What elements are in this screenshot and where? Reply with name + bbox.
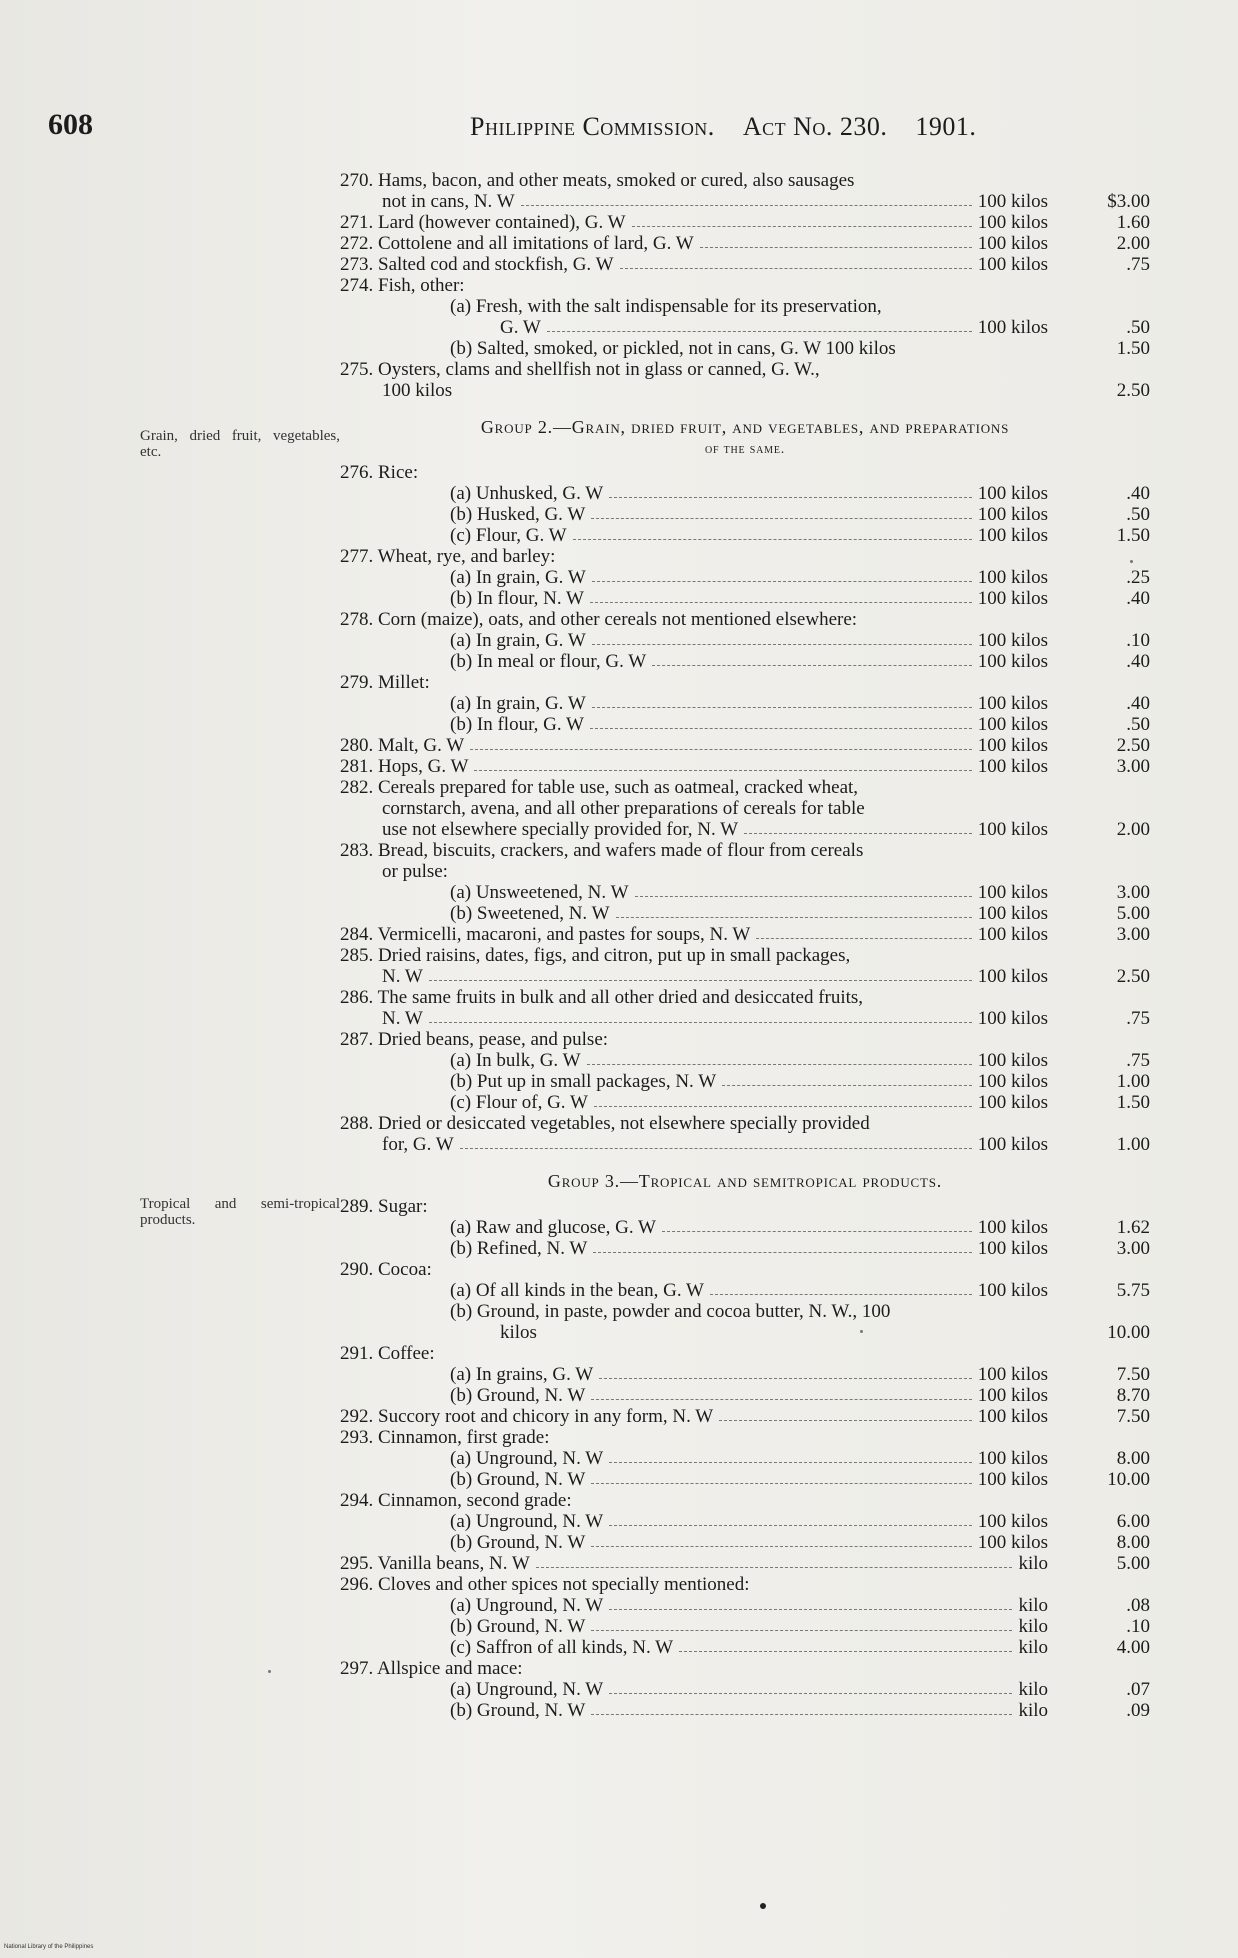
item-description: 293. Cinnamon, first grade: bbox=[340, 1427, 550, 1448]
unit-label: 100 kilos bbox=[977, 1511, 1048, 1532]
dot-leader bbox=[591, 1399, 972, 1400]
item-description: 291. Coffee: bbox=[340, 1343, 435, 1364]
dot-leader bbox=[573, 539, 972, 540]
schedule-row bbox=[340, 924, 1150, 945]
unit-label: kilo bbox=[1018, 1700, 1048, 1721]
item-description: 277. Wheat, rye, and barley: bbox=[340, 546, 556, 567]
unit-label: 100 kilos bbox=[977, 1008, 1048, 1029]
duty-rate: 2.50 bbox=[1116, 380, 1150, 401]
item-description: (c) Flour of, G. W bbox=[450, 1092, 588, 1113]
unit-label: kilo bbox=[1018, 1637, 1048, 1658]
item-description: 100 kilos bbox=[382, 380, 453, 401]
unit-label: 100 kilos bbox=[977, 966, 1048, 987]
dot-leader bbox=[470, 749, 972, 750]
print-speck bbox=[268, 1670, 271, 1673]
schedule-row bbox=[340, 359, 1150, 380]
schedule-row bbox=[340, 1490, 1150, 1511]
item-description: 295. Vanilla beans, N. W bbox=[340, 1553, 530, 1574]
item-description: (a) Raw and glucose, G. W bbox=[450, 1217, 656, 1238]
unit-label: 100 kilos bbox=[977, 233, 1048, 254]
dot-leader bbox=[609, 1525, 972, 1526]
item-description: 286. The same fruits in bulk and all other dried and desiccated fruits, bbox=[340, 987, 864, 1008]
unit-label: 100 kilos bbox=[977, 483, 1048, 504]
schedule-row bbox=[340, 462, 1150, 483]
duty-rate: 4.00 bbox=[1116, 1637, 1150, 1658]
unit-label: 100 kilos bbox=[977, 882, 1048, 903]
schedule-row bbox=[340, 1196, 1150, 1217]
duty-rate: 2.00 bbox=[1116, 819, 1150, 840]
item-description: 273. Salted cod and stockfish, G. W bbox=[340, 254, 614, 275]
item-description: (b) In flour, G. W bbox=[450, 714, 584, 735]
footer-credit: National Library of the Philippines bbox=[4, 1944, 94, 1950]
duty-rate: 1.50 bbox=[1116, 1092, 1150, 1113]
running-header bbox=[470, 112, 976, 142]
schedule-row bbox=[340, 567, 1150, 588]
unit-label: 100 kilos bbox=[977, 714, 1048, 735]
schedule-row bbox=[340, 317, 1150, 338]
dot-leader bbox=[632, 226, 972, 227]
item-description: 274. Fish, other: bbox=[340, 275, 465, 296]
schedule-row bbox=[340, 1343, 1150, 1364]
unit-label: kilo bbox=[1018, 1616, 1048, 1637]
item-description: 285. Dried raisins, dates, figs, and citron, put up in small packages, bbox=[340, 945, 851, 966]
dot-leader bbox=[609, 1693, 1012, 1694]
unit-label: 100 kilos bbox=[977, 191, 1048, 212]
schedule-row bbox=[340, 1322, 1150, 1343]
dot-leader bbox=[593, 1252, 972, 1253]
unit-label: kilo bbox=[1018, 1595, 1048, 1616]
item-description: (b) Ground, N. W bbox=[450, 1700, 586, 1721]
schedule-row bbox=[340, 380, 1150, 401]
dot-leader bbox=[652, 665, 972, 666]
duty-rate: .75 bbox=[1126, 1008, 1150, 1029]
group-spacer bbox=[340, 1155, 1150, 1165]
item-description: 297. Allspice and mace: bbox=[340, 1658, 523, 1679]
item-description: 276. Rice: bbox=[340, 462, 419, 483]
dot-leader bbox=[710, 1294, 972, 1295]
schedule-row bbox=[340, 483, 1150, 504]
schedule-row bbox=[340, 1364, 1150, 1385]
item-description: 284. Vermicelli, macaroni, and pastes for soups, N. W bbox=[340, 924, 751, 945]
duty-rate: 7.50 bbox=[1116, 1406, 1150, 1427]
unit-label: 100 kilos bbox=[977, 1469, 1048, 1490]
item-description: or pulse: bbox=[382, 861, 448, 882]
unit-label: 100 kilos bbox=[977, 1385, 1048, 1406]
item-description: (c) Saffron of all kinds, N. W bbox=[450, 1637, 674, 1658]
dot-leader bbox=[591, 1483, 972, 1484]
duty-rate: .40 bbox=[1126, 483, 1150, 504]
dot-leader bbox=[719, 1420, 972, 1421]
schedule-row bbox=[340, 966, 1150, 987]
dot-leader bbox=[594, 1106, 972, 1107]
duty-rate: 5.00 bbox=[1116, 903, 1150, 924]
item-description: 294. Cinnamon, second grade: bbox=[340, 1490, 572, 1511]
item-description: (b) Ground, N. W bbox=[450, 1616, 586, 1637]
duty-rate: .50 bbox=[1126, 504, 1150, 525]
duty-rate: .40 bbox=[1126, 588, 1150, 609]
duty-rate: 8.70 bbox=[1116, 1385, 1150, 1406]
schedule-row bbox=[340, 756, 1150, 777]
duty-rate: 1.50 bbox=[1116, 525, 1150, 546]
dot-leader bbox=[547, 331, 972, 332]
duty-rate: 1.60 bbox=[1116, 212, 1150, 233]
item-description: (a) In grains, G. W bbox=[450, 1364, 594, 1385]
item-description: (a) Unground, N. W bbox=[450, 1448, 604, 1469]
item-description: 289. Sugar: bbox=[340, 1196, 428, 1217]
schedule-row bbox=[340, 1469, 1150, 1490]
schedule-row bbox=[340, 1238, 1150, 1259]
margin-note-tropical: Tropical and semi-tropical products. bbox=[140, 1196, 340, 1228]
duty-rate: .75 bbox=[1126, 254, 1150, 275]
running-title: Philippine Commission. bbox=[470, 112, 715, 141]
item-description: 279. Millet: bbox=[340, 672, 430, 693]
schedule-row bbox=[340, 296, 1150, 317]
schedule-row bbox=[340, 882, 1150, 903]
dot-leader bbox=[756, 938, 972, 939]
dot-leader bbox=[521, 205, 972, 206]
schedule-row bbox=[340, 275, 1150, 296]
unit-label: 100 kilos bbox=[977, 651, 1048, 672]
dot-leader bbox=[474, 770, 972, 771]
dot-leader bbox=[599, 1378, 972, 1379]
schedule-row bbox=[340, 525, 1150, 546]
duty-rate: 2.50 bbox=[1116, 735, 1150, 756]
item-description: (a) In grain, G. W bbox=[450, 693, 586, 714]
print-dot bbox=[760, 1903, 766, 1909]
dot-leader bbox=[429, 980, 972, 981]
unit-label: 100 kilos bbox=[977, 924, 1048, 945]
unit-label: 100 kilos bbox=[977, 317, 1048, 338]
duty-rate: 3.00 bbox=[1116, 924, 1150, 945]
item-description: kilos bbox=[500, 1322, 537, 1343]
item-description: not in cans, N. W bbox=[382, 191, 515, 212]
item-description: G. W bbox=[500, 317, 541, 338]
schedule-row bbox=[340, 1113, 1150, 1134]
page-number: 608 bbox=[48, 108, 93, 141]
item-description: 290. Cocoa: bbox=[340, 1259, 432, 1280]
unit-label: 100 kilos bbox=[977, 1364, 1048, 1385]
duty-rate: .40 bbox=[1126, 693, 1150, 714]
item-description: (b) Refined, N. W bbox=[450, 1238, 588, 1259]
print-speck bbox=[860, 1330, 863, 1333]
item-description: 271. Lard (however contained), G. W bbox=[340, 212, 626, 233]
schedule-row bbox=[340, 798, 1150, 819]
duty-rate: 10.00 bbox=[1107, 1322, 1150, 1343]
schedule-row bbox=[340, 1259, 1150, 1280]
dot-leader bbox=[587, 1064, 972, 1065]
dot-leader bbox=[616, 917, 972, 918]
dot-leader bbox=[592, 707, 972, 708]
unit-label: 100 kilos bbox=[977, 1071, 1048, 1092]
schedule-row bbox=[340, 1700, 1150, 1721]
duty-rate: .25 bbox=[1126, 567, 1150, 588]
item-description: (a) Unground, N. W bbox=[450, 1595, 604, 1616]
item-description: (a) In bulk, G. W bbox=[450, 1050, 581, 1071]
dot-leader bbox=[591, 1630, 1012, 1631]
schedule-row bbox=[340, 191, 1150, 212]
duty-rate: 8.00 bbox=[1116, 1448, 1150, 1469]
item-description: 275. Oysters, clams and shellfish not in glass or canned, G. W., bbox=[340, 359, 820, 380]
schedule-row bbox=[340, 170, 1150, 191]
schedule-row bbox=[340, 1008, 1150, 1029]
schedule-row bbox=[340, 1280, 1150, 1301]
dot-leader bbox=[662, 1231, 972, 1232]
schedule-row bbox=[340, 1071, 1150, 1092]
schedule-row bbox=[340, 1637, 1150, 1658]
schedule-row bbox=[340, 903, 1150, 924]
duty-rate: 10.00 bbox=[1107, 1469, 1150, 1490]
unit-label: kilo bbox=[1018, 1679, 1048, 1700]
unit-label: 100 kilos bbox=[977, 1092, 1048, 1113]
item-description: 281. Hops, G. W bbox=[340, 756, 469, 777]
schedule-row bbox=[340, 714, 1150, 735]
unit-label: 100 kilos bbox=[977, 1134, 1048, 1155]
dot-leader bbox=[635, 896, 972, 897]
item-description: 288. Dried or desiccated vegetables, not elsewhere specially provided bbox=[340, 1113, 870, 1134]
dot-leader bbox=[609, 1609, 1012, 1610]
item-description: (b) In meal or flour, G. W bbox=[450, 651, 647, 672]
duty-rate: .50 bbox=[1126, 714, 1150, 735]
duty-rate: .09 bbox=[1126, 1700, 1150, 1721]
item-description: use not elsewhere specially provided for, N. W bbox=[382, 819, 739, 840]
group-2-heading: Group 2.—Grain, dried fruit, and vegetables, and preparations bbox=[480, 417, 1010, 437]
item-description: cornstarch, avena, and all other preparations of cereals for table bbox=[382, 798, 865, 819]
schedule-row bbox=[340, 1134, 1150, 1155]
dot-leader bbox=[429, 1022, 972, 1023]
schedule-row bbox=[340, 819, 1150, 840]
item-description: N. W bbox=[382, 966, 423, 987]
item-description: (a) In grain, G. W bbox=[450, 567, 586, 588]
item-description: (b) Ground, N. W bbox=[450, 1385, 586, 1406]
item-description: for, G. W bbox=[382, 1134, 454, 1155]
duty-rate: .40 bbox=[1126, 651, 1150, 672]
schedule-row bbox=[340, 1658, 1150, 1679]
duty-rate: 6.00 bbox=[1116, 1511, 1150, 1532]
item-description: (c) Flour, G. W bbox=[450, 525, 567, 546]
unit-label: 100 kilos bbox=[977, 212, 1048, 233]
schedule-row bbox=[340, 212, 1150, 233]
schedule-row bbox=[340, 254, 1150, 275]
unit-label: 100 kilos bbox=[977, 1532, 1048, 1553]
schedule-row bbox=[340, 504, 1150, 525]
tariff-schedule bbox=[340, 170, 1150, 1721]
schedule-row bbox=[340, 1574, 1150, 1595]
schedule-row bbox=[340, 945, 1150, 966]
group-2-heading-cont: of the same. bbox=[704, 442, 786, 457]
dot-leader bbox=[722, 1085, 972, 1086]
item-description: N. W bbox=[382, 1008, 423, 1029]
item-description: 287. Dried beans, pease, and pulse: bbox=[340, 1029, 609, 1050]
unit-label: 100 kilos bbox=[977, 254, 1048, 275]
item-description: 278. Corn (maize), oats, and other cereals not mentioned elsewhere: bbox=[340, 609, 858, 630]
unit-label: kilo bbox=[1018, 1553, 1048, 1574]
schedule-row bbox=[340, 1448, 1150, 1469]
schedule-row bbox=[340, 1595, 1150, 1616]
act-number: Act No. 230. bbox=[742, 112, 888, 141]
unit-label: 100 kilos bbox=[977, 819, 1048, 840]
unit-label: 100 kilos bbox=[977, 1280, 1048, 1301]
unit-label: 100 kilos bbox=[977, 525, 1048, 546]
dot-leader bbox=[700, 247, 972, 248]
dot-leader bbox=[744, 833, 972, 834]
margin-note-grain: Grain, dried fruit, vegetables, etc. bbox=[140, 428, 340, 460]
unit-label: 100 kilos bbox=[977, 588, 1048, 609]
dot-leader bbox=[592, 581, 972, 582]
schedule-row bbox=[340, 338, 1150, 359]
schedule-row bbox=[340, 1092, 1150, 1113]
schedule-row bbox=[340, 1385, 1150, 1406]
unit-label: 100 kilos bbox=[977, 1406, 1048, 1427]
duty-rate: 1.62 bbox=[1116, 1217, 1150, 1238]
unit-label: 100 kilos bbox=[977, 1238, 1048, 1259]
dot-leader bbox=[609, 1462, 972, 1463]
schedule-row bbox=[340, 1029, 1150, 1050]
schedule-row bbox=[340, 651, 1150, 672]
print-speck bbox=[1130, 560, 1133, 563]
item-description: (a) In grain, G. W bbox=[450, 630, 586, 651]
duty-rate: .75 bbox=[1126, 1050, 1150, 1071]
item-description: (a) Unground, N. W bbox=[450, 1511, 604, 1532]
item-description: 292. Succory root and chicory in any form, N. W bbox=[340, 1406, 714, 1427]
item-description: (a) Unsweetened, N. W bbox=[450, 882, 629, 903]
duty-rate: 2.50 bbox=[1116, 966, 1150, 987]
item-description: 282. Cereals prepared for table use, such as oatmeal, cracked wheat, bbox=[340, 777, 859, 798]
dot-leader bbox=[536, 1567, 1012, 1568]
item-description: (b) Sweetened, N. W bbox=[450, 903, 610, 924]
group-3-heading: Group 3.—Tropical and semitropical products. bbox=[547, 1171, 943, 1191]
duty-rate: 3.00 bbox=[1116, 1238, 1150, 1259]
item-description: 296. Cloves and other spices not specially mentioned: bbox=[340, 1574, 750, 1595]
duty-rate: 5.00 bbox=[1116, 1553, 1150, 1574]
unit-label: 100 kilos bbox=[977, 1050, 1048, 1071]
duty-rate: $3.00 bbox=[1107, 191, 1150, 212]
dot-leader bbox=[591, 1546, 972, 1547]
schedule-row bbox=[340, 1217, 1150, 1238]
item-description: (a) Unground, N. W bbox=[450, 1679, 604, 1700]
dot-leader bbox=[590, 728, 972, 729]
schedule-row bbox=[340, 861, 1150, 882]
duty-rate: 8.00 bbox=[1116, 1532, 1150, 1553]
schedule-row bbox=[340, 233, 1150, 254]
item-description: (a) Of all kinds in the bean, G. W bbox=[450, 1280, 704, 1301]
schedule-row bbox=[340, 672, 1150, 693]
item-description: (b) Salted, smoked, or pickled, not in cans, G. W 100 kilos bbox=[450, 338, 896, 359]
schedule-row bbox=[340, 1532, 1150, 1553]
unit-label: 100 kilos bbox=[977, 693, 1048, 714]
item-description: (b) Ground, N. W bbox=[450, 1532, 586, 1553]
dot-leader bbox=[591, 1714, 1012, 1715]
duty-rate: 5.75 bbox=[1116, 1280, 1150, 1301]
item-description: (a) Unhusked, G. W bbox=[450, 483, 604, 504]
item-description: 270. Hams, bacon, and other meats, smoked or cured, also sausages bbox=[340, 170, 855, 191]
duty-rate: 7.50 bbox=[1116, 1364, 1150, 1385]
dot-leader bbox=[592, 644, 972, 645]
duty-rate: .07 bbox=[1126, 1679, 1150, 1700]
unit-label: 100 kilos bbox=[977, 1217, 1048, 1238]
schedule-row bbox=[340, 987, 1150, 1008]
item-description: (b) In flour, N. W bbox=[450, 588, 584, 609]
item-description: (b) Put up in small packages, N. W bbox=[450, 1071, 717, 1092]
schedule-row bbox=[340, 693, 1150, 714]
duty-rate: 1.00 bbox=[1116, 1071, 1150, 1092]
header-year: 1901. bbox=[915, 112, 977, 141]
duty-rate: 1.00 bbox=[1116, 1134, 1150, 1155]
dot-leader bbox=[591, 518, 972, 519]
unit-label: 100 kilos bbox=[977, 630, 1048, 651]
item-description: (b) Ground, N. W bbox=[450, 1469, 586, 1490]
duty-rate: 2.00 bbox=[1116, 233, 1150, 254]
unit-label: 100 kilos bbox=[977, 903, 1048, 924]
dot-leader bbox=[460, 1148, 972, 1149]
item-description: (a) Fresh, with the salt indispensable for its preservation, bbox=[450, 296, 882, 317]
duty-rate: 3.00 bbox=[1116, 756, 1150, 777]
dot-leader bbox=[590, 602, 972, 603]
dot-leader bbox=[620, 268, 972, 269]
item-description: 272. Cottolene and all imitations of lard, G. W bbox=[340, 233, 694, 254]
schedule-row bbox=[340, 609, 1150, 630]
unit-label: 100 kilos bbox=[977, 735, 1048, 756]
duty-rate: .10 bbox=[1126, 1616, 1150, 1637]
schedule-row bbox=[340, 777, 1150, 798]
schedule-row bbox=[340, 735, 1150, 756]
duty-rate: .08 bbox=[1126, 1595, 1150, 1616]
schedule-row bbox=[340, 1511, 1150, 1532]
schedule-row bbox=[340, 588, 1150, 609]
item-description: (b) Husked, G. W bbox=[450, 504, 586, 525]
duty-rate: .50 bbox=[1126, 317, 1150, 338]
schedule-row bbox=[340, 630, 1150, 651]
duty-rate: 3.00 bbox=[1116, 882, 1150, 903]
duty-rate: 1.50 bbox=[1116, 338, 1150, 359]
item-description: 283. Bread, biscuits, crackers, and wafers made of flour from cereals bbox=[340, 840, 864, 861]
schedule-row bbox=[340, 1301, 1150, 1322]
unit-label: 100 kilos bbox=[977, 756, 1048, 777]
schedule-row bbox=[340, 1616, 1150, 1637]
group-spacer bbox=[340, 401, 1150, 411]
schedule-row bbox=[340, 1406, 1150, 1427]
schedule-row bbox=[340, 1679, 1150, 1700]
unit-label: 100 kilos bbox=[977, 504, 1048, 525]
dot-leader bbox=[609, 497, 972, 498]
schedule-row bbox=[340, 1050, 1150, 1071]
schedule-row bbox=[340, 546, 1150, 567]
schedule-row bbox=[340, 1427, 1150, 1448]
schedule-row bbox=[340, 840, 1150, 861]
unit-label: 100 kilos bbox=[977, 1448, 1048, 1469]
unit-label: 100 kilos bbox=[977, 567, 1048, 588]
duty-rate: .10 bbox=[1126, 630, 1150, 651]
dot-leader bbox=[679, 1651, 1012, 1652]
item-description: (b) Ground, in paste, powder and cocoa butter, N. W., 100 bbox=[450, 1301, 891, 1322]
schedule-row bbox=[340, 1553, 1150, 1574]
item-description: 280. Malt, G. W bbox=[340, 735, 465, 756]
